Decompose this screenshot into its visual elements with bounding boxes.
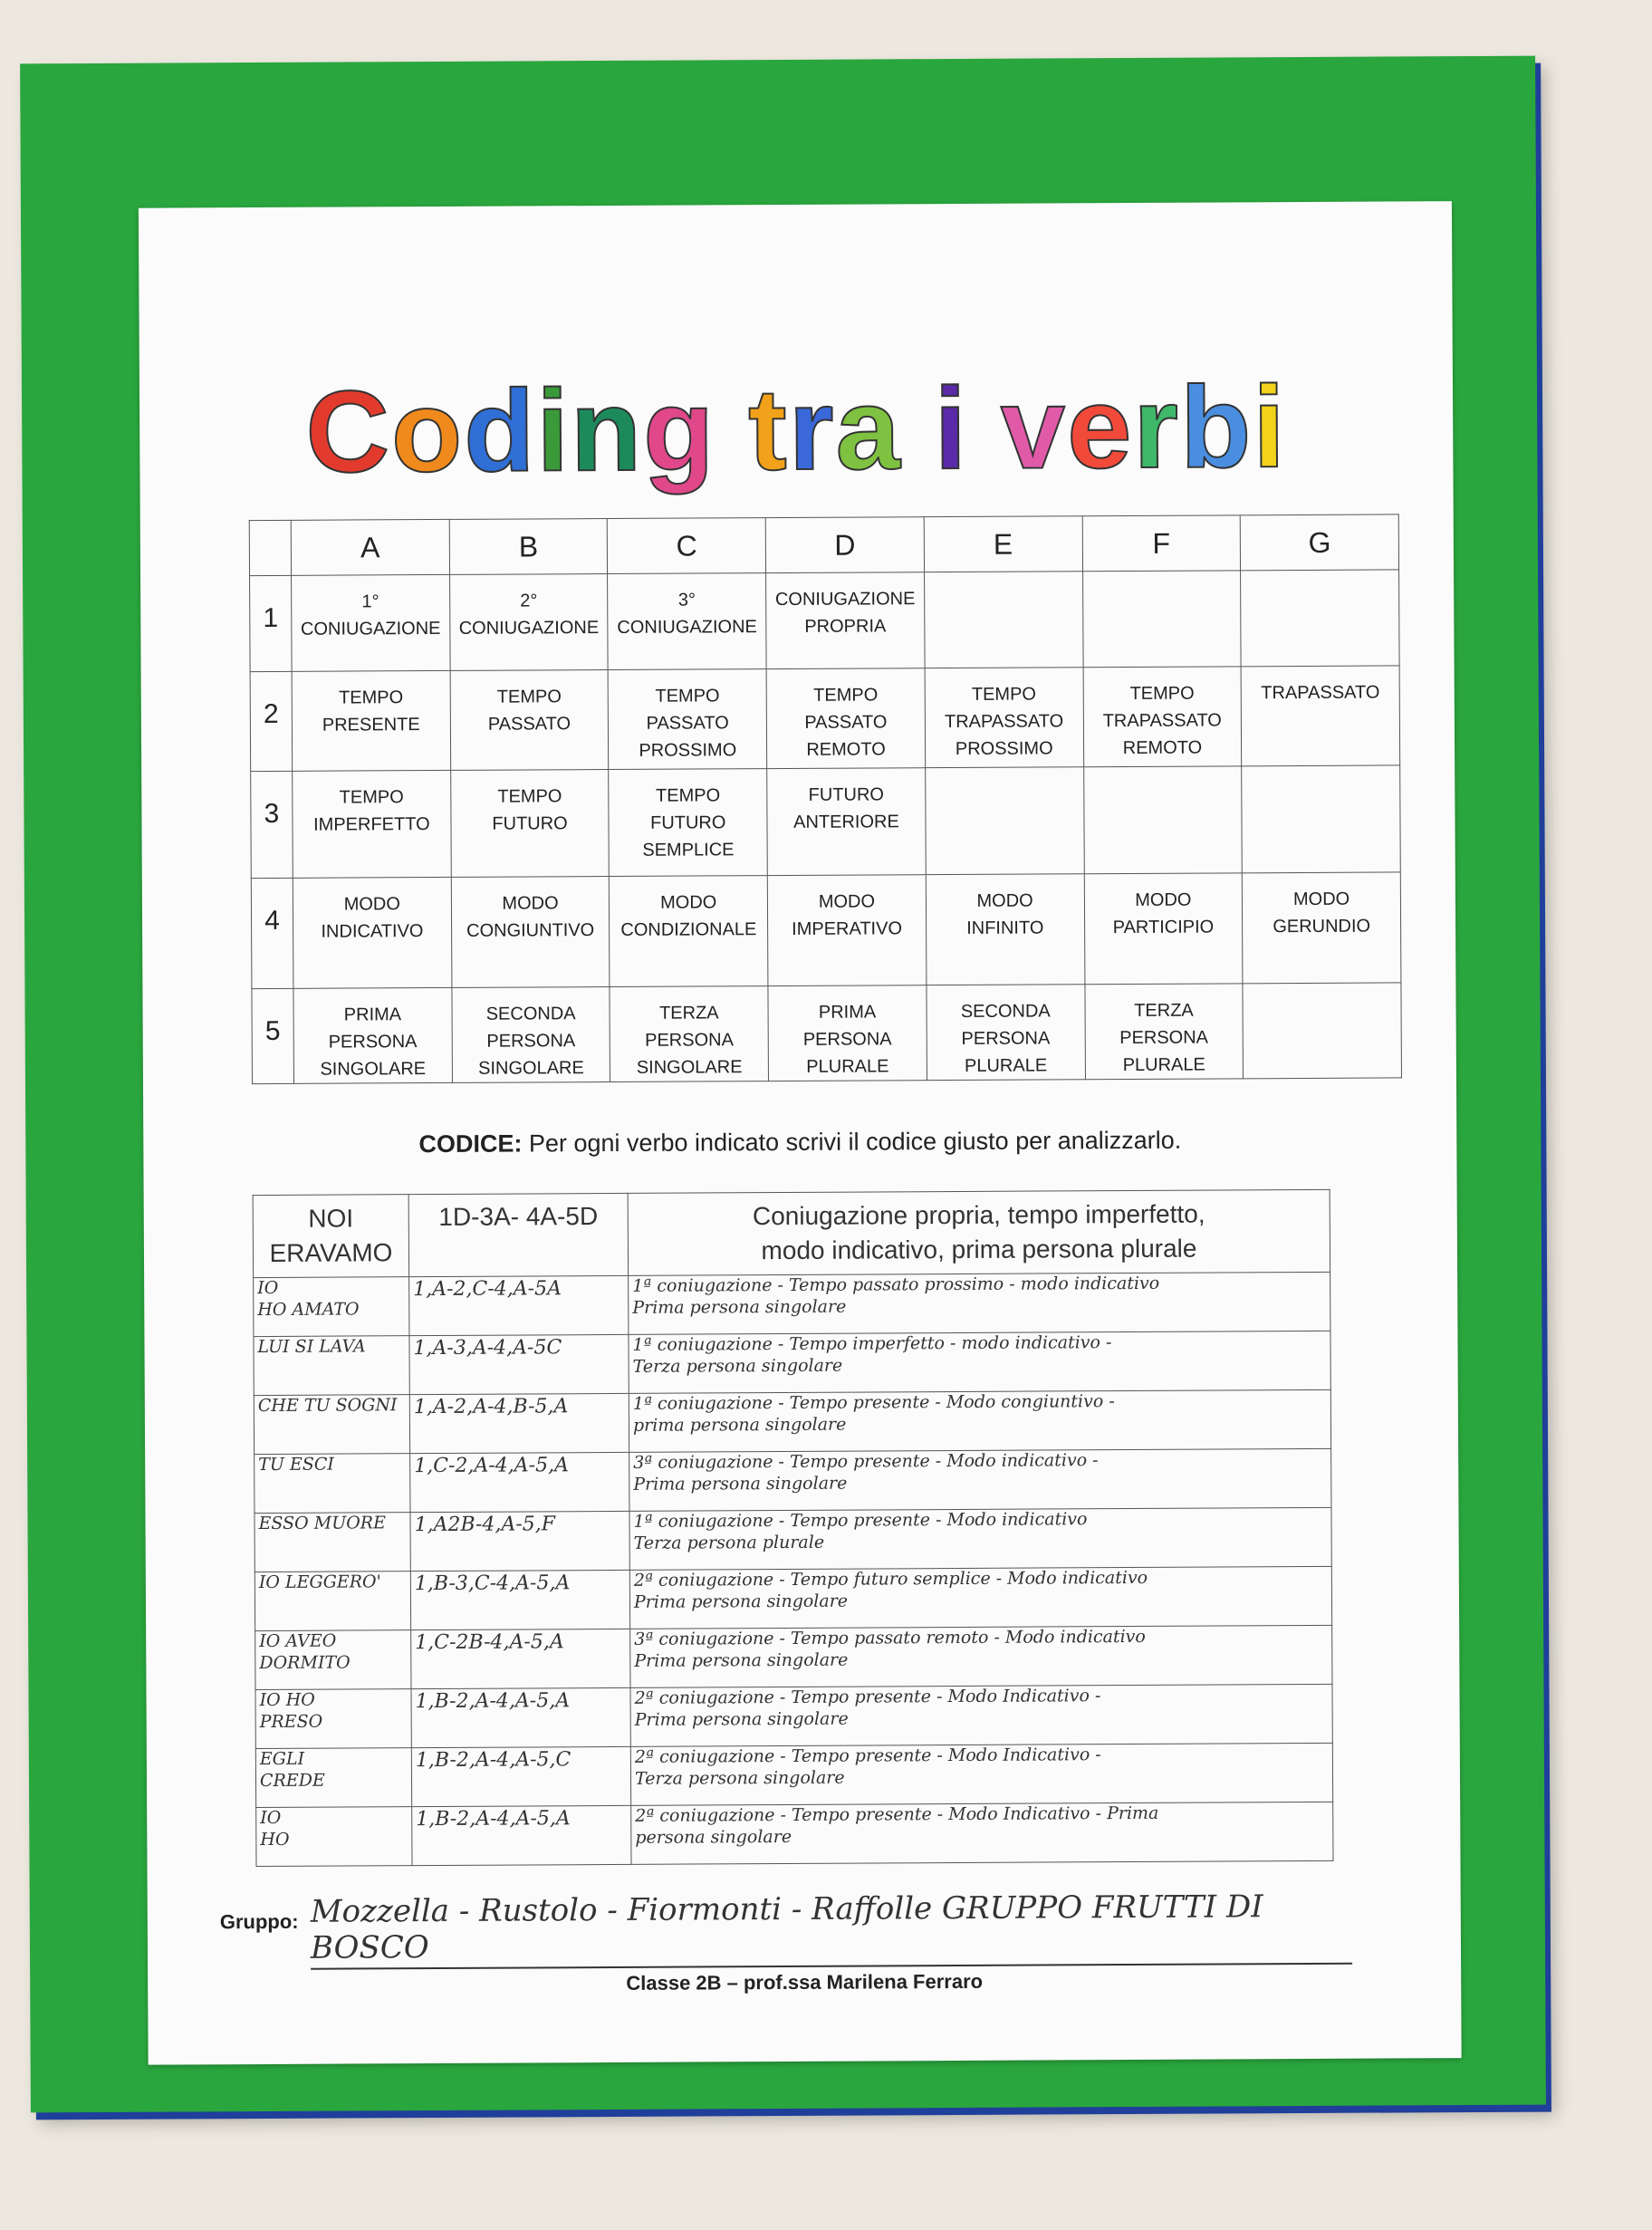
- grid-column-header: E: [924, 516, 1082, 572]
- grid-row-number: 5: [252, 988, 294, 1083]
- green-poster-board: [20, 56, 1546, 2113]
- answer-row: [255, 1743, 1332, 1807]
- answer-verb: EGLI CREDE: [255, 1748, 411, 1808]
- answer-code: 1,A-3,A-4,A-5C: [409, 1334, 629, 1394]
- answer-code: 1,B-3,C-4,A-5,A: [410, 1570, 629, 1629]
- grid-cell: MODO PARTICIPIO: [1084, 873, 1243, 985]
- grid-cell: MODO INDICATIVO: [293, 877, 451, 988]
- answer-code: 1,A-2,C-4,A-5A: [409, 1275, 629, 1335]
- grid-row: [252, 983, 1402, 1084]
- answer-code: 1,A-2,A-4,B-5,A: [409, 1393, 629, 1453]
- title-letter: n: [570, 365, 644, 496]
- answer-row: [255, 1507, 1331, 1572]
- answer-code: 1,C-2,A-4,A-5,A: [410, 1452, 629, 1512]
- grid-cell: TERZA PERSONA SINGOLARE: [610, 986, 768, 1082]
- class-footer: Classe 2B – prof.ssa Marilena Ferraro: [626, 1969, 984, 1995]
- title-letter: b: [1179, 362, 1253, 493]
- answer-verb: IO LEGGERO': [255, 1572, 410, 1631]
- grid-cell: MODO CONGIUNTIVO: [451, 877, 610, 988]
- title-letter: r: [1132, 362, 1181, 493]
- grid-cell: [1242, 765, 1400, 873]
- grid-cell: 1° CONIUGAZIONE: [292, 574, 450, 671]
- grid-column-header: F: [1082, 515, 1241, 572]
- grid-cell: TEMPO PASSATO: [450, 670, 609, 771]
- grid-cell: TEMPO FUTURO SEMPLICE: [609, 769, 767, 877]
- answer-analysis: 1ª coniugazione - Tempo passato prossimo - modo indicativo Prima persona singolare: [629, 1272, 1330, 1334]
- title-letter: i: [1252, 362, 1288, 493]
- grid-cell: MODO IMPERATIVO: [767, 875, 926, 986]
- grid-cell: TEMPO PASSATO REMOTO: [766, 668, 925, 769]
- grid-row: [250, 570, 1400, 672]
- grid-cell: TEMPO TRAPASSATO REMOTO: [1083, 667, 1242, 767]
- grid-cell: TEMPO FUTURO: [450, 770, 609, 878]
- grid-corner-cell: [249, 520, 291, 575]
- answer-row: [255, 1625, 1332, 1689]
- title-letter: i: [934, 363, 969, 495]
- title-letter: i: [535, 366, 571, 496]
- codice-label: CODICE:: [418, 1129, 523, 1158]
- title-letter: C: [305, 367, 392, 497]
- grid-row-number: 4: [251, 878, 293, 988]
- answer-code: 1,A2B-4,A-5,F: [410, 1511, 629, 1571]
- example-analysis: Coniugazione propria, tempo imperfetto, modo indicativo, prima persona plurale: [628, 1189, 1330, 1275]
- title-letter: o: [390, 366, 465, 497]
- answer-analysis: 2ª coniugazione - Tempo presente - Modo Indicativo - Prima persona singolare: [631, 1802, 1333, 1864]
- grid-cell: 3° CONIUGAZIONE: [608, 573, 766, 670]
- title-letter: g: [642, 365, 716, 495]
- answer-row: [254, 1331, 1330, 1395]
- grid-cell: TEMPO IMPERFETTO: [293, 770, 451, 878]
- answer-analysis: 2ª coniugazione - Tempo presente - Modo Indicativo - Prima persona singolare: [630, 1684, 1332, 1746]
- grid-cell: MODO CONDIZIONALE: [610, 876, 768, 987]
- grid-column-header: B: [449, 519, 608, 575]
- grid-cell: TEMPO PASSATO PROSSIMO: [609, 669, 767, 770]
- grid-cell: [1082, 571, 1241, 668]
- grid-row-number: 3: [251, 771, 293, 878]
- grid-cell: TERZA PERSONA PLURALE: [1084, 984, 1243, 1080]
- grid-column-header: C: [608, 518, 766, 574]
- title-letter: v: [1000, 363, 1068, 494]
- grid-column-header: D: [765, 517, 924, 573]
- answer-analysis: 2ª coniugazione - Tempo presente - Modo Indicativo - Terza persona singolare: [630, 1743, 1332, 1805]
- page-title: [139, 362, 1454, 497]
- answer-analysis: 1ª coniugazione - Tempo presente - Modo indicativo Terza persona plurale: [629, 1507, 1331, 1570]
- grid-cell: TEMPO PRESENTE: [292, 670, 450, 771]
- answer-verb: IO AVEO DORMITO: [255, 1630, 411, 1690]
- grid-cell: SECONDA PERSONA PLURALE: [927, 985, 1085, 1081]
- answer-row: [254, 1389, 1330, 1454]
- example-code: 1D-3A- 4A-5D: [408, 1193, 628, 1276]
- answer-verb: LUI SI LAVA: [254, 1336, 409, 1396]
- grid-cell: [1083, 766, 1242, 874]
- grid-cell: [925, 767, 1083, 875]
- gruppo-handwritten-names: Mozzella - Rustolo - Fiormonti - Raffolle GRUPPO FRUTTI DI BOSCO: [311, 1889, 1352, 1970]
- answer-row: [255, 1448, 1331, 1513]
- answer-verb: IO HO: [256, 1807, 412, 1867]
- grid-cell: MODO GERUNDIO: [1243, 872, 1401, 984]
- grid-cell: [1243, 983, 1401, 1079]
- answer-row: [255, 1566, 1331, 1630]
- answer-verb: CHE TU SOGNI: [254, 1395, 409, 1455]
- answer-verb: ESSO MUORE: [255, 1513, 410, 1572]
- grid-cell: PRIMA PERSONA PLURALE: [768, 985, 927, 1081]
- answer-analysis: 2ª coniugazione - Tempo futuro semplice - Modo indicativo Prima persona singolare: [629, 1566, 1331, 1629]
- grid-row-number: 2: [250, 671, 293, 771]
- grid-cell: CONIUGAZIONE PROPRIA: [766, 572, 925, 669]
- answer-code: 1,B-2,A-4,A-5,A: [411, 1687, 630, 1747]
- grid-cell: FUTURO ANTERIORE: [767, 768, 926, 876]
- answer-code: 1,B-2,A-4,A-5,A: [412, 1805, 631, 1865]
- grid-header-row: [249, 514, 1398, 576]
- answer-analysis: 1ª coniugazione - Tempo imperfetto - modo indicativo - Terza persona singolare: [629, 1331, 1330, 1393]
- grid-row-number: 1: [250, 575, 293, 671]
- answer-analysis: 1ª coniugazione - Tempo presente - Modo congiuntivo - prima persona singolare: [629, 1389, 1330, 1452]
- grid-column-header: A: [291, 519, 449, 575]
- title-letter: t: [747, 364, 790, 495]
- grid-cell: TEMPO TRAPASSATO PROSSIMO: [925, 668, 1083, 768]
- codice-instructions: [143, 1125, 1456, 1160]
- codice-text: Per ogni verbo indicato scrivi il codice giusto per analizzarlo.: [522, 1126, 1182, 1158]
- answers-example-row: [253, 1189, 1330, 1277]
- answer-analysis: 3ª coniugazione - Tempo passato remoto - Modo indicativo Prima persona singolare: [630, 1625, 1332, 1687]
- example-verb: NOI ERAVAMO: [253, 1195, 408, 1278]
- title-letter: r: [788, 364, 836, 495]
- grid-cell: PRIMA PERSONA SINGOLARE: [293, 987, 452, 1083]
- grid-cell: SECONDA PERSONA SINGOLARE: [452, 986, 610, 1082]
- grid-cell: [1241, 570, 1399, 667]
- title-letter: a: [835, 364, 903, 495]
- answer-row: [256, 1802, 1333, 1866]
- code-grid-table: [249, 514, 1402, 1084]
- answers-table: [253, 1189, 1334, 1867]
- grid-cell: MODO INFINITO: [926, 874, 1084, 985]
- grid-row: [250, 666, 1400, 772]
- worksheet-paper: [139, 201, 1462, 2065]
- grid-row: [251, 765, 1401, 879]
- answer-verb: IO HO PRESO: [255, 1689, 411, 1749]
- answer-row: [255, 1684, 1332, 1748]
- answer-code: 1,C-2B-4,A-5,A: [411, 1629, 630, 1688]
- grid-row: [251, 872, 1401, 989]
- answer-verb: IO HO AMATO: [254, 1277, 409, 1337]
- grid-column-header: G: [1240, 514, 1398, 571]
- answer-row: [254, 1272, 1330, 1336]
- grid-cell: 2° CONIUGAZIONE: [449, 574, 608, 671]
- gruppo-label: Gruppo:: [219, 1909, 299, 1934]
- title-letter: d: [463, 366, 537, 496]
- answer-analysis: 3ª coniugazione - Tempo presente - Modo indicativo - Prima persona singolare: [629, 1448, 1331, 1511]
- title-letter: e: [1066, 362, 1134, 494]
- answer-verb: TU ESCI: [255, 1454, 410, 1514]
- grid-cell: [924, 572, 1082, 668]
- grid-cell: TRAPASSATO: [1241, 666, 1399, 766]
- answer-code: 1,B-2,A-4,A-5,C: [411, 1746, 630, 1806]
